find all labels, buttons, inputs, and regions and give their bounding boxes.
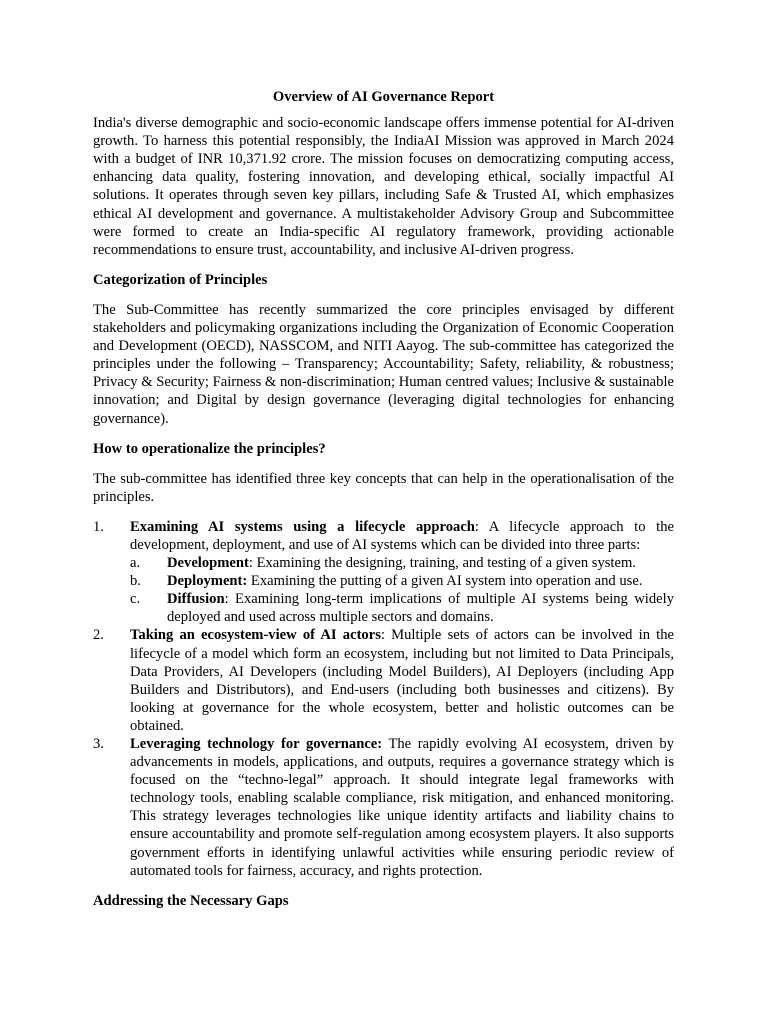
categorization-paragraph: The Sub-Committee has recently summarized the core principles envisaged by different stakeholders and policymaking organizations including the Organization of Economic Cooperation and Development (OECD), NASSCOM, and NITI Aayog. The sub-committee has categorized the principles under the following – Transparency; Accountability; Safety, reliability, & robustness; Privacy & Security; Fairness & non-discrimination; Human centred values; Inclusive & sustainable innovation; and Digital by design governance (leveraging digital technologies for enhancing governance). — [93, 301, 674, 427]
intro-paragraph: India's diverse demographic and socio-economic landscape offers immense potential for AI-driven growth. To harness this potential responsibly, the IndiaAI Mission was approved in March 2024 with a budget of INR 10,371.92 crore. The mission focuses on democratizing computing access, enhancing data quality, fostering innovation, and developing ethical, socially impactful AI solutions. It operates through seven key pillars, including Safe & Trusted AI, which emphasizes ethical AI development and governance. A multistakeholder Advisory Group and Subcommittee were formed to create an India-specific AI regulatory framework, providing actionable recommendations to ensure trust, accountability, and inclusive AI-driven progress. — [93, 115, 674, 258]
list-item — [93, 626, 674, 735]
document-title: Overview of AI Governance Report — [272, 89, 495, 105]
list-number: 2. — [93, 627, 104, 644]
list-item-text: : Multiple sets of actors can be involved in the lifecycle of a model which form an ecosystem, including but not limited to Data Principals, Data Providers, AI Developers (including Model Builders), AI Deployers (including App Builders and Distributors), and End-users (including both businesses and citizens). By looking at governance for the whole ecosystem, better and holistic outcomes can be obtained. — [130, 627, 675, 734]
sub-list-lead: Development — [167, 555, 249, 572]
section-heading-operationalize: How to operationalize the principles? — [93, 440, 326, 457]
list-item-text: The rapidly evolving AI ecosystem, driven by advancements in models, applications, and outputs, requires a governance strategy which is focused on the “techno-legal” approach. It should integrate legal frameworks with technology tools, enabling scalable compliance, risk mitigation, and enhanced monitoring. This strategy leverages technologies like unique identity artifacts and liability chains to ensure accountability and promote self-regulation among ecosystem players. It also supports government efforts in identifying unlawful activities while ensuring periodic review of automated tools for fairness, accuracy, and rights protection. — [130, 736, 674, 879]
sub-list-letter: c. — [130, 591, 141, 608]
list-item-lead: Examining AI systems using a lifecycle approach — [130, 518, 475, 535]
sub-list-item — [130, 590, 674, 626]
list-item-lead: Taking an ecosystem-view of AI actors — [130, 627, 381, 644]
section-heading-categorization: Categorization of Principles — [93, 271, 268, 288]
sub-list-lead: Diffusion — [167, 591, 225, 608]
list-item — [93, 518, 674, 627]
sub-list-text: Examining the putting of a given AI system into operation and use. — [247, 573, 643, 590]
sub-list-text: : Examining the designing, training, and testing of a given system. — [248, 555, 636, 572]
sub-list-item — [130, 554, 674, 572]
list-item — [93, 735, 674, 880]
list-item-lead: Leveraging technology for governance: — [130, 736, 383, 752]
sub-list-lead: Deployment: — [167, 573, 248, 590]
section-heading-gaps: Addressing the Necessary Gaps — [93, 892, 289, 909]
sub-list-text: : Examining long-term implications of multiple AI systems being widely deployed and used across multiple sectors and domains. — [167, 591, 674, 626]
sub-list-letter: a. — [130, 555, 141, 572]
list-number: 3. — [93, 736, 104, 752]
numbered-list — [93, 518, 674, 880]
list-number: 1. — [93, 518, 104, 535]
sub-list-item — [130, 572, 674, 590]
document-page — [93, 88, 674, 922]
sub-list-letter: b. — [130, 573, 141, 590]
operationalize-paragraph: The sub-committee has identified three key concepts that can help in the operationalisation of the principles. — [93, 470, 674, 505]
list-item-text: : A lifecycle approach to the development, deployment, and use of AI systems which can be divided into three parts: — [130, 518, 674, 553]
sub-list — [130, 554, 674, 626]
